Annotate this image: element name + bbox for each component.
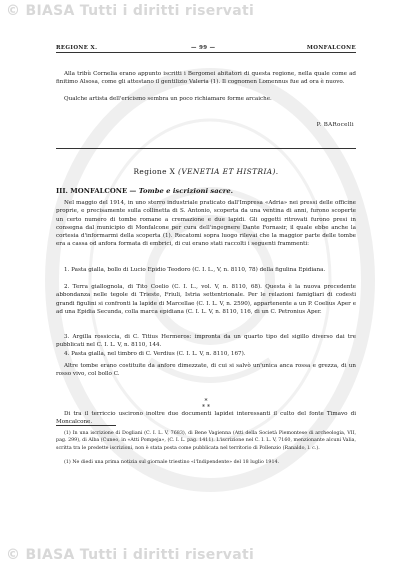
closing-paragraph: Di tra il terriccio uscirono inoltre due documenti lapidei interessanti il culto del fonte Timavo di Moncalcone. (56, 411, 356, 426)
header-rule (56, 52, 356, 53)
region-prefix: Regione X (133, 167, 176, 176)
section-divider (56, 148, 356, 149)
body-paragraph: Nel maggio del 1914, in uno sterro industriale praticato dall'Impresa «Adria» nei pressi delle officine proprie, e precisamente sulla collinetta di S. Antonio, scoperta da una ventina di anni, furono scoperte un certo numero di tombe romane a cremazione e due lapidi. Gli oggetti ritrovati furono presi in consegna dal municipio di Monfalcone per cura dell'ingegnere Dante Fornasir, il quale ebbe anche la cortesia d'informarmi della scoperta (1). Recatomi sopra luogo rilevai che la maggior parte delle tombe era a cassa od anfora formata di embrici, di cui erano stati raccolti i seguenti frammenti: (56, 200, 356, 248)
section-place: MONFALCONE (70, 187, 128, 195)
section-heading (56, 187, 233, 195)
region-heading (0, 168, 412, 176)
footnote-rule (56, 425, 116, 426)
body-paragraph-2: Altre tombe erano costituite da anfore dimezzate, di cui si salvò un'unica anca rossa e grezza, di un rosso vivo, col bollo C. (56, 363, 356, 378)
intro-paragraph-2: Qualche artista dell'ericismo sembra un poco richiamare forme arcaiche. (64, 96, 272, 102)
section-subtitle: — Tombe e iscrizioni sacre. (129, 187, 234, 195)
footnote-1: (1) In una iscrizione di Dogliani (C. I. L. V, 7683), di Bene Vagienna (Atti della Società Piemontese di archeologia, VII, pag. 299), di Alba (Cuneo, in «Atti Pompeja», (C. I. L. pag. 1411). L'iscrizione nel C. I. L. V, 7160, menzionante alcuni Valia, scritta tra le predette iscrizioni, non è stata posta come pubblicata nel territorio di Pollenzio (Ranaldo, l. c.). (56, 431, 356, 451)
watermark-bottom: © BIASA Tutti i diritti riservati (6, 547, 255, 563)
list-item-1: 1. Pasta gialla, bollo di Lucio Epidio Teodoro (C. I. L., V, n. 8110, 78) della figulina Epidiana. (64, 267, 326, 273)
list-item-3: 3. Argilla rossiccia, di C. Titius Hermeros: impronta da un quarto tipo del sigillo diverso dai tre pubblicati nel C. I. L. V, n. 8110, 144. (56, 334, 356, 349)
page-number: — 99 — (191, 45, 216, 51)
list-item-4: 4. Pasta gialla, nel timbro di C. Verdius (C. I. L. V, n. 8110, 167). (64, 351, 246, 357)
list-item-2: 2. Terra giallognola, di Tito Coelio (C. I. L., vol. V, n. 8110, 68). Questa è la nuova precedente abbondanza nelle tegole di Trieste, Friuli, Istria settentrionale. Per le relazioni famigliari di codesti grandi figulini si confronti la lapide di Marcellae (C. I. L. V, n. 2590), appartenente a un P. Coelius Aper e ad una Epidia Secunda, colla marca epidiana (C. I. L. V, n. 8110, 116, di un C. Petronius Aper. (56, 284, 356, 315)
intro-paragraph: Alla tribù Cornelia erano appunto iscritti i Bergomei abitatori di questa regione, nella quale come ad finitimo Alsosa, come gli attestano il gentilizio Valeria (1). Il cognomen Lomennus fue ad ora è nuovo. (56, 71, 356, 86)
header-region: REGIONE X. (56, 45, 98, 51)
header-place: MONFALCONE (306, 45, 356, 51)
watermark-top: © BIASA Tutti i diritti riservati (6, 3, 255, 19)
footnote-2: (1) Ne diedi una prima notizia sul giornale triestino «l'Indipendente» del 18 luglio 1914. (64, 460, 280, 465)
region-name: (VENETIA ET HISTRIA). (178, 167, 279, 176)
section-asterisks: * * * (202, 398, 210, 411)
author-signature: P. BARocelli (316, 122, 354, 128)
section-number: III. (56, 187, 68, 195)
